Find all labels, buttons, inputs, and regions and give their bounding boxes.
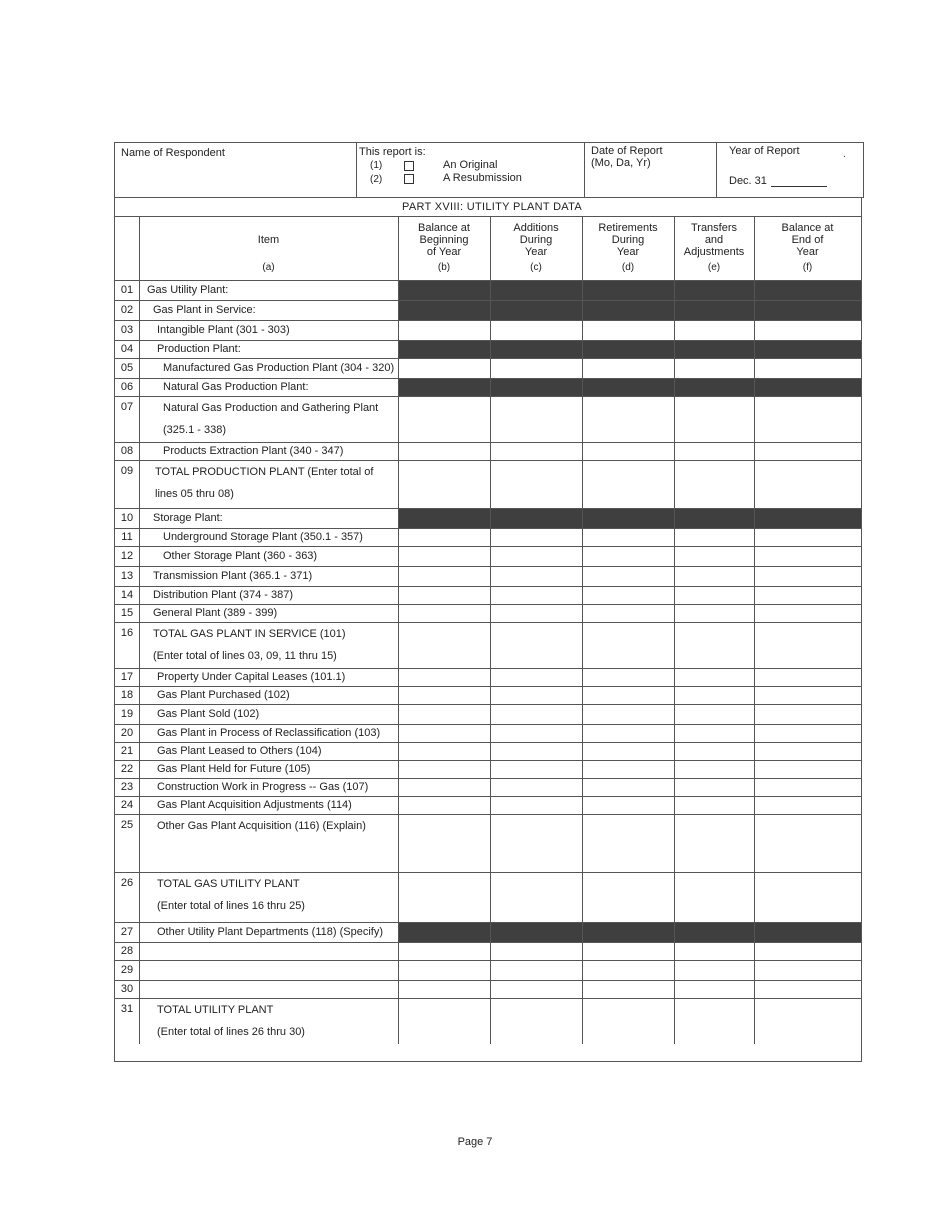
- row-label-line: Other Gas Plant Acquisition (116) (Explain): [157, 820, 366, 832]
- data-cell[interactable]: [755, 529, 860, 545]
- row-number: 18: [120, 688, 134, 701]
- column-header: [754, 222, 861, 258]
- data-cell[interactable]: [675, 797, 753, 813]
- column-letter: (c): [530, 262, 542, 273]
- row-number: 24: [120, 798, 134, 811]
- row-label: [147, 283, 228, 297]
- row-number: 23: [120, 780, 134, 793]
- column-header-line: Additions: [513, 222, 559, 234]
- row-divider: [115, 922, 861, 923]
- option-original-number: (1): [370, 160, 383, 171]
- row-number: 26: [120, 877, 134, 889]
- row-label-line: Production Plant:: [157, 343, 241, 355]
- data-cell[interactable]: [755, 705, 860, 723]
- data-cell[interactable]: [399, 725, 489, 741]
- data-cell[interactable]: [583, 321, 673, 339]
- data-cell[interactable]: [675, 567, 753, 585]
- row-label-line: TOTAL GAS UTILITY PLANT: [157, 878, 300, 890]
- row-label-line: Transmission Plant (365.1 - 371): [153, 570, 313, 582]
- respondent-cell: [115, 143, 357, 197]
- data-cell[interactable]: [491, 623, 581, 667]
- data-cell[interactable]: [583, 587, 673, 603]
- shaded-cells: [398, 379, 861, 396]
- row-label-line: (325.1 - 338): [163, 424, 226, 436]
- data-cell[interactable]: [583, 943, 673, 959]
- row-label-line: Storage Plant:: [153, 512, 223, 524]
- row-number: 16: [120, 627, 134, 639]
- data-cell[interactable]: [755, 547, 860, 565]
- data-cell[interactable]: [675, 587, 753, 603]
- row-label: [153, 627, 346, 663]
- row-label-line: TOTAL PRODUCTION PLANT (Enter total of: [155, 466, 374, 478]
- data-cell[interactable]: [583, 529, 673, 545]
- column-header-line: Balance at: [781, 222, 834, 234]
- data-cell[interactable]: [491, 815, 581, 871]
- data-cell[interactable]: [491, 687, 581, 703]
- row-number: 06: [120, 380, 134, 393]
- data-cell[interactable]: [491, 605, 581, 621]
- data-cell[interactable]: [755, 981, 860, 997]
- row-label: [157, 762, 310, 776]
- row-label-line: Gas Plant Leased to Others (104): [157, 745, 322, 757]
- row-number: 09: [120, 465, 134, 477]
- report-date-cell: [585, 143, 717, 197]
- column-header-line: During: [519, 234, 553, 246]
- data-cell[interactable]: [399, 623, 489, 667]
- row-label: [153, 511, 223, 525]
- row-divider: [115, 340, 861, 341]
- data-cell[interactable]: [491, 705, 581, 723]
- data-cell[interactable]: [755, 873, 860, 921]
- row-label-line: lines 05 thru 08): [155, 488, 234, 500]
- row-label-line: (Enter total of lines 16 thru 25): [157, 900, 305, 912]
- data-cell[interactable]: [675, 461, 753, 507]
- option-resubmission-number: (2): [370, 174, 383, 185]
- row-label-line: (Enter total of lines 03, 09, 11 thru 15): [153, 650, 337, 662]
- data-cell[interactable]: [491, 943, 581, 959]
- column-header-line: Transfers: [690, 222, 738, 234]
- data-cell[interactable]: [583, 761, 673, 777]
- data-cell[interactable]: [399, 943, 489, 959]
- data-cell[interactable]: [491, 443, 581, 459]
- column-letter: (d): [621, 262, 635, 273]
- row-label-line: Gas Plant Held for Future (105): [157, 763, 311, 775]
- row-label-line: Gas Plant Acquisition Adjustments (114): [157, 799, 352, 811]
- data-cell[interactable]: [491, 961, 581, 979]
- data-cell[interactable]: [583, 705, 673, 723]
- year-value: Dec. 31: [729, 175, 767, 187]
- row-number: 14: [120, 588, 134, 601]
- data-cell[interactable]: [755, 321, 860, 339]
- data-cell[interactable]: [675, 943, 753, 959]
- data-cell[interactable]: [399, 397, 489, 441]
- row-divider: [115, 378, 861, 379]
- data-cell[interactable]: [491, 461, 581, 507]
- data-cell[interactable]: [675, 529, 753, 545]
- column-letter: (a): [262, 262, 275, 273]
- data-cell[interactable]: [583, 567, 673, 585]
- data-cell[interactable]: [755, 779, 860, 795]
- column-header-line: Year: [796, 246, 819, 258]
- column-header: [398, 222, 490, 258]
- row-label-line: Products Extraction Plant (340 - 347): [163, 445, 344, 457]
- data-cell[interactable]: [399, 461, 489, 507]
- row-number: 04: [120, 342, 134, 355]
- data-cell[interactable]: [755, 443, 860, 459]
- data-cell[interactable]: [583, 397, 673, 441]
- data-cell[interactable]: [675, 779, 753, 795]
- data-cell[interactable]: [491, 669, 581, 685]
- row-label: [153, 569, 312, 583]
- data-cell[interactable]: [399, 961, 489, 979]
- data-cell[interactable]: [755, 761, 860, 777]
- stray-mark: .: [843, 149, 846, 160]
- respondent-label: Name of Respondent: [121, 147, 225, 159]
- data-cell[interactable]: [399, 359, 489, 377]
- data-cell[interactable]: [675, 397, 753, 441]
- row-label-line: Construction Work in Progress -- Gas (107): [157, 781, 369, 793]
- data-cell[interactable]: [399, 529, 489, 545]
- shaded-cells: [398, 281, 861, 300]
- row-label: [157, 707, 259, 721]
- data-cell[interactable]: [491, 761, 581, 777]
- data-cell[interactable]: [755, 797, 860, 813]
- column-header-line: Adjustments: [683, 246, 745, 258]
- data-cell[interactable]: [675, 669, 753, 685]
- data-cell[interactable]: [399, 669, 489, 685]
- row-label-line: Distribution Plant (374 - 387): [153, 589, 294, 601]
- data-cell[interactable]: [583, 359, 673, 377]
- data-cell[interactable]: [755, 397, 860, 441]
- data-cell[interactable]: [399, 567, 489, 585]
- data-cell[interactable]: [755, 461, 860, 507]
- data-cell[interactable]: [755, 623, 860, 667]
- data-cell[interactable]: [399, 443, 489, 459]
- option-original-label: An Original: [443, 159, 498, 171]
- column-header: [674, 222, 754, 258]
- part-title: PART XVIII: UTILITY PLANT DATA: [115, 198, 861, 217]
- data-cell[interactable]: [399, 981, 489, 997]
- row-number: 27: [120, 925, 134, 938]
- data-cell[interactable]: [491, 587, 581, 603]
- data-cell[interactable]: [675, 725, 753, 741]
- data-cell[interactable]: [399, 705, 489, 723]
- row-label-line: TOTAL GAS PLANT IN SERVICE (101): [153, 628, 346, 640]
- row-label: [157, 323, 290, 337]
- row-number: 31: [120, 1003, 134, 1015]
- data-cell[interactable]: [583, 961, 673, 979]
- row-label: [157, 798, 352, 812]
- year-of-report-label: Year of Report: [729, 145, 800, 157]
- shaded-cells: [398, 301, 861, 320]
- column-header-line: and: [704, 234, 724, 246]
- row-label: [157, 342, 241, 356]
- data-cell[interactable]: [399, 761, 489, 777]
- data-cell[interactable]: [491, 725, 581, 741]
- data-cell[interactable]: [583, 443, 673, 459]
- column-header: [139, 234, 398, 246]
- data-cell[interactable]: [755, 587, 860, 603]
- data-cell[interactable]: [583, 687, 673, 703]
- data-cell[interactable]: [491, 999, 581, 1043]
- data-cell[interactable]: [583, 623, 673, 667]
- row-label: [153, 588, 293, 602]
- column-header-line: Year: [524, 246, 548, 258]
- data-cell[interactable]: [675, 623, 753, 667]
- row-number: 08: [120, 444, 134, 457]
- column-header-line: Balance at: [418, 222, 470, 234]
- data-cell[interactable]: [583, 725, 673, 741]
- report-header: [114, 142, 864, 198]
- data-cell[interactable]: [755, 943, 860, 959]
- row-label-line: Other Utility Plant Departments (118) (Specify): [157, 926, 383, 938]
- data-cell[interactable]: [755, 961, 860, 979]
- data-cell[interactable]: [583, 981, 673, 997]
- row-number: 11: [121, 530, 133, 543]
- row-label-line: Gas Plant in Service:: [153, 304, 256, 316]
- row-number: 02: [120, 303, 134, 316]
- data-cell[interactable]: [755, 743, 860, 759]
- data-cell[interactable]: [583, 873, 673, 921]
- data-cell[interactable]: [491, 321, 581, 339]
- column-letter: (b): [437, 262, 451, 273]
- data-cell[interactable]: [491, 873, 581, 921]
- data-cell[interactable]: [399, 873, 489, 921]
- report-year-cell: [717, 143, 863, 197]
- row-number: 10: [120, 511, 134, 524]
- data-cell[interactable]: [675, 961, 753, 979]
- column-letter: (f): [802, 262, 813, 273]
- data-cell[interactable]: [583, 669, 673, 685]
- shaded-cells: [398, 923, 861, 942]
- row-label-line: Natural Gas Production Plant:: [163, 381, 309, 393]
- data-cell[interactable]: [583, 605, 673, 621]
- row-label-line: Underground Storage Plant (350.1 - 357): [163, 531, 363, 543]
- row-label: [157, 780, 368, 794]
- row-label: [153, 606, 277, 620]
- data-cell[interactable]: [583, 779, 673, 795]
- column-header-line: Year: [616, 246, 640, 258]
- data-cell[interactable]: [675, 743, 753, 759]
- column-header-line: End of: [791, 234, 824, 246]
- data-cell[interactable]: [755, 999, 860, 1043]
- data-cell[interactable]: [675, 761, 753, 777]
- data-cell[interactable]: [491, 547, 581, 565]
- row-number: 13: [120, 569, 134, 582]
- data-cell[interactable]: [491, 981, 581, 997]
- row-label: [163, 401, 378, 437]
- row-label-line: Property Under Capital Leases (101.1): [157, 671, 346, 683]
- row-number: 25: [120, 819, 134, 831]
- row-number: 07: [120, 401, 134, 413]
- row-number: 20: [120, 726, 134, 739]
- date-of-report-label: Date of Report: [591, 145, 663, 157]
- data-cell[interactable]: [675, 605, 753, 621]
- column-header: [582, 222, 674, 258]
- row-number: 29: [120, 963, 134, 976]
- data-cell[interactable]: [675, 981, 753, 997]
- data-cell[interactable]: [755, 687, 860, 703]
- data-cell[interactable]: [583, 797, 673, 813]
- data-cell[interactable]: [583, 815, 673, 871]
- year-input-line[interactable]: [771, 186, 827, 187]
- report-type-cell: [357, 143, 585, 197]
- column-header-line: Item: [257, 234, 280, 246]
- row-label: [163, 380, 309, 394]
- row-label: [157, 670, 345, 684]
- data-cell[interactable]: [399, 587, 489, 603]
- data-cell[interactable]: [755, 669, 860, 685]
- data-cell[interactable]: [491, 397, 581, 441]
- data-cell[interactable]: [675, 547, 753, 565]
- row-number: 17: [120, 670, 134, 683]
- data-cell[interactable]: [399, 797, 489, 813]
- row-divider: [115, 508, 861, 509]
- shaded-cells: [398, 341, 861, 358]
- row-number: 01: [120, 283, 134, 296]
- row-label-line: TOTAL UTILITY PLANT: [157, 1004, 274, 1016]
- shaded-cells: [398, 509, 861, 528]
- column-letter: (e): [707, 262, 721, 273]
- row-number: 03: [120, 323, 134, 336]
- data-cell[interactable]: [675, 705, 753, 723]
- resubmission-checkbox[interactable]: [404, 174, 414, 184]
- data-cell[interactable]: [491, 567, 581, 585]
- row-label-line: General Plant (389 - 399): [153, 607, 278, 619]
- row-label-line: Manufactured Gas Production Plant (304 - 320): [163, 362, 395, 374]
- option-resubmission-label: A Resubmission: [443, 172, 522, 184]
- data-cell[interactable]: [399, 815, 489, 871]
- row-label-line: Other Storage Plant (360 - 363): [163, 550, 318, 562]
- row-label-line: Gas Plant Sold (102): [157, 708, 260, 720]
- data-cell[interactable]: [755, 815, 860, 871]
- data-cell[interactable]: [583, 743, 673, 759]
- row-label: [157, 726, 380, 740]
- row-label: [155, 465, 373, 501]
- row-number: 19: [120, 707, 134, 720]
- data-cell[interactable]: [675, 321, 753, 339]
- data-cell[interactable]: [675, 443, 753, 459]
- utility-plant-table: [114, 198, 862, 1062]
- data-cell[interactable]: [399, 605, 489, 621]
- column-header: [490, 222, 582, 258]
- data-cell[interactable]: [755, 567, 860, 585]
- column-header-line: Beginning: [419, 234, 469, 246]
- data-cell[interactable]: [399, 743, 489, 759]
- data-cell[interactable]: [755, 725, 860, 741]
- date-format-label: (Mo, Da, Yr): [591, 157, 651, 169]
- row-label: [163, 530, 363, 544]
- data-cell[interactable]: [755, 359, 860, 377]
- data-cell[interactable]: [491, 743, 581, 759]
- data-cell[interactable]: [491, 779, 581, 795]
- data-cell[interactable]: [399, 321, 489, 339]
- row-divider: [115, 300, 861, 301]
- row-number: 15: [120, 606, 134, 619]
- row-label: [157, 877, 305, 913]
- row-number: 21: [120, 744, 134, 757]
- data-cell[interactable]: [583, 999, 673, 1043]
- data-cell[interactable]: [399, 779, 489, 795]
- data-cell[interactable]: [755, 605, 860, 621]
- row-label-line: Gas Plant Purchased (102): [157, 689, 290, 701]
- data-cell[interactable]: [399, 999, 489, 1043]
- data-cell[interactable]: [491, 359, 581, 377]
- data-cell[interactable]: [491, 797, 581, 813]
- page-number: Page 7: [457, 1136, 493, 1148]
- column-header-line: During: [611, 234, 645, 246]
- data-cell[interactable]: [675, 999, 753, 1043]
- data-cell[interactable]: [399, 547, 489, 565]
- row-label: [157, 1003, 305, 1039]
- column-header-line: Retirements: [598, 222, 658, 234]
- report-is-label: This report is:: [359, 146, 426, 158]
- row-number: 30: [120, 982, 134, 995]
- original-checkbox[interactable]: [404, 161, 414, 171]
- data-cell[interactable]: [675, 359, 753, 377]
- row-label: [163, 361, 394, 375]
- row-label-line: Natural Gas Production and Gathering Plant: [163, 402, 379, 414]
- data-cell[interactable]: [675, 687, 753, 703]
- row-label: [157, 819, 366, 833]
- header-bottom-rule: [115, 280, 861, 281]
- row-number: 22: [120, 762, 134, 775]
- data-cell[interactable]: [399, 687, 489, 703]
- row-label-line: (Enter total of lines 26 thru 30): [157, 1026, 305, 1038]
- row-label-line: Gas Plant in Process of Reclassification (103): [157, 727, 381, 739]
- row-number: 12: [120, 549, 134, 562]
- data-cell[interactable]: [675, 815, 753, 871]
- row-label: [157, 925, 383, 939]
- data-cell[interactable]: [583, 461, 673, 507]
- data-cell[interactable]: [491, 529, 581, 545]
- row-label: [153, 303, 256, 317]
- data-cell[interactable]: [675, 873, 753, 921]
- column-header-line: of Year: [426, 246, 462, 258]
- row-label: [163, 549, 317, 563]
- row-label: [163, 444, 343, 458]
- data-cell[interactable]: [583, 547, 673, 565]
- row-number: 28: [120, 944, 134, 957]
- row-label: [157, 688, 290, 702]
- row-label-line: Intangible Plant (301 - 303): [157, 324, 290, 336]
- row-label-line: Gas Utility Plant:: [147, 284, 229, 296]
- row-number: 05: [120, 361, 134, 374]
- row-label: [157, 744, 321, 758]
